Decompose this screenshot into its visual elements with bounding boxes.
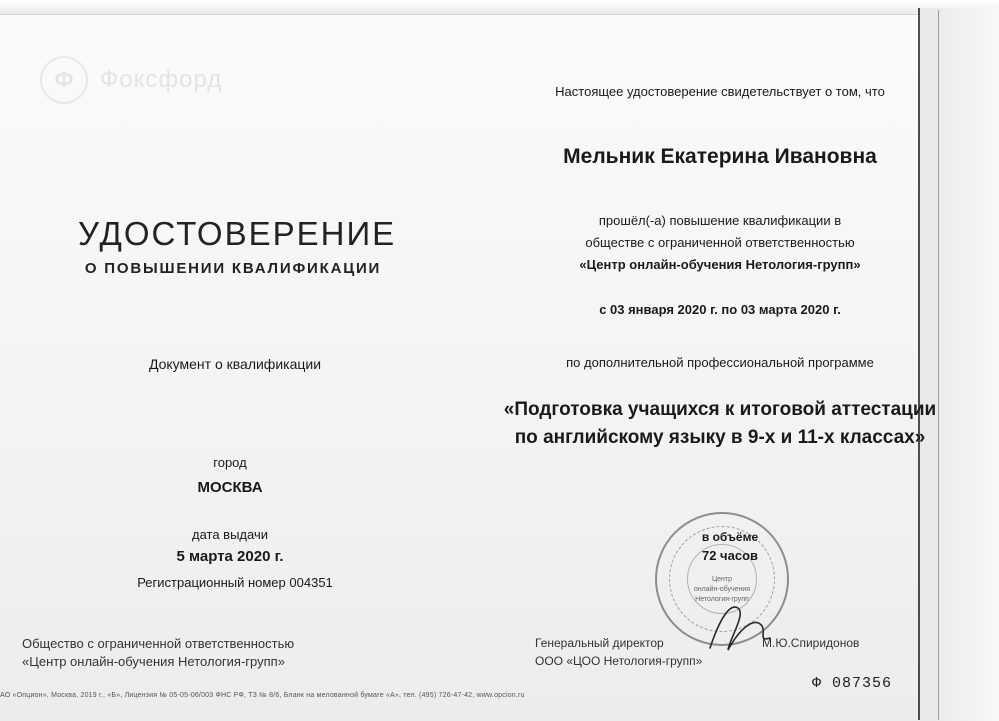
logo-text: Фоксфорд xyxy=(100,66,223,93)
program-title-line2: по английскому языку в 9-х и 11-х классах» xyxy=(514,427,926,448)
adjacent-page xyxy=(920,8,999,721)
body-line-3: «Центр онлайн-обучения Нетология-групп» xyxy=(579,257,861,272)
logo-icon: Ф xyxy=(40,56,88,104)
city-value: МОСКВА xyxy=(197,479,263,496)
adjacent-page-edge xyxy=(938,10,939,720)
issue-date-value: 5 марта 2020 г. xyxy=(176,548,284,565)
body-line-2: обществе с ограниченной ответственностью xyxy=(585,235,855,250)
document-type: Документ о квалификации xyxy=(148,356,322,372)
certify-statement: Настоящее удостоверение свидетельствует о том, что xyxy=(555,84,885,99)
certificate-title: УДОСТОВЕРЕНИЕ xyxy=(78,215,397,252)
training-period: с 03 января 2020 г. по 03 марта 2020 г. xyxy=(599,302,841,317)
program-title-line1: «Подготовка учащихся к итоговой аттестации xyxy=(503,399,937,420)
body-line-1: прошёл(-а) повышение квалификации в xyxy=(598,213,842,228)
issue-date-label: дата выдачи xyxy=(192,527,268,542)
registration-value: 004351 xyxy=(289,575,333,590)
city-label: город xyxy=(213,455,247,470)
issuer-org-line2: «Центр онлайн-обучения Нетология-групп» xyxy=(22,654,285,669)
registration-number xyxy=(120,575,350,590)
holder-name: Мельник Екатерина Ивановна xyxy=(563,145,877,168)
stamp-text-1: Центр xyxy=(711,576,733,583)
program-label: по дополнительной профессиональной программе xyxy=(566,355,874,370)
watermark-logo xyxy=(40,56,222,104)
volume-value: 72 часов xyxy=(701,548,758,563)
stamp-text-2: онлайн-обучения xyxy=(693,586,751,593)
issuer-org-line1: Общество с ограниченной ответственностью xyxy=(22,636,295,651)
director-org: ООО «ЦОО Нетология-групп» xyxy=(535,654,703,668)
registration-label: Регистрационный номер xyxy=(137,575,286,590)
director-name: М.Ю.Спиридонов xyxy=(762,636,860,650)
stamp-text-3: Нетология-групп xyxy=(695,596,749,603)
blank-serial-number: Ф 087356 xyxy=(812,675,893,692)
page-top-edge xyxy=(0,0,999,15)
director-title: Генеральный директор xyxy=(535,636,664,650)
certificate-subtitle: О ПОВЫШЕНИИ КВАЛИФИКАЦИИ xyxy=(84,260,382,277)
blank-microtext: АО «Опцион», Москва, 2019 г., «Б», Лицензия № 05-05-06/003 ФНС РФ, ТЗ № 8/6, Бланк на мелованной бумаге «А», тел. (495) 726-47-42, www.opcion.ru xyxy=(0,692,525,699)
volume-label: в объёме xyxy=(701,530,759,544)
